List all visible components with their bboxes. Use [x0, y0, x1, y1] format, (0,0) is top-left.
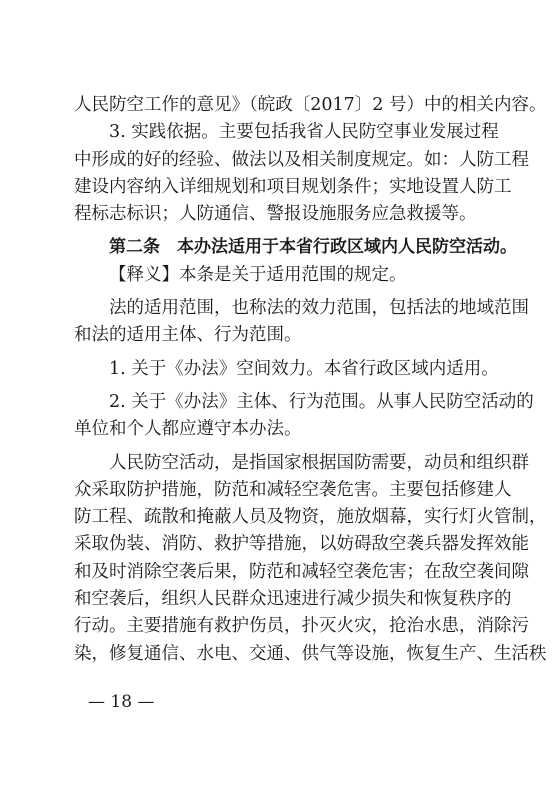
text-line: 防工程、疏散和掩蔽人员及物资，施放烟幕，实行灯火管制， — [74, 507, 547, 528]
text-line: 建设内容纳入详细规划和项目规划条件；实地设置人防工 — [74, 176, 512, 197]
text-line: 3. 实践依据。主要包括我省人民防空事业发展过程 — [109, 122, 499, 143]
text-line: 和法的适用主体、行为范围。 — [74, 325, 302, 346]
text-line: 众采取防护措施，防范和减轻空袭危害。主要包括修建人 — [74, 479, 512, 500]
text-line: 和空袭后，组织人民群众迅速进行减少损失和恢复秩序的 — [74, 589, 512, 610]
text-line: 和及时消除空袭后果，防范和减轻空袭危害；在敌空袭间隙 — [74, 561, 529, 582]
text-line: 染，修复通信、水电、交通、供气等设施，恢复生产、生活秩 — [74, 643, 547, 664]
text-line: 中形成的好的经验、做法以及相关制度规定。如：人防工程 — [74, 149, 529, 170]
article-heading: 第二条 本办法适用于本省行政区域内人民防空活动。 — [109, 237, 517, 258]
text-line: 【释义】本条是关于适用范围的规定。 — [109, 264, 407, 285]
text-line: 单位和个人都应遵守本办法。 — [74, 419, 302, 440]
text-line: 人民防空活动，是指国家根据国防需要，动员和组织群 — [109, 452, 529, 473]
text-line: 法的适用范围，也称法的效力范围，包括法的地域范围 — [109, 298, 529, 319]
text-line: 1. 关于《办法》空间效力。本省行政区域内适用。 — [109, 358, 499, 379]
text-line: 行动。主要措施有救护伤员，扑灭火灾，抢治水患，消除污 — [74, 616, 529, 637]
page-number: — 18 — — [88, 692, 155, 712]
text-line: 人民防空工作的意见》（皖政〔2017〕2 号）中的相关内容。 — [74, 95, 547, 115]
body-text — [74, 92, 547, 668]
text-line: 2. 关于《办法》主体、行为范围。从事人民防空活动的 — [109, 391, 534, 412]
text-line: 采取伪装、消防、救护等措施，以妨碍敌空袭兵器发挥效能 — [74, 534, 529, 555]
text-line: 程标志标识；人防通信、警报设施服务应急救援等。 — [74, 204, 477, 225]
